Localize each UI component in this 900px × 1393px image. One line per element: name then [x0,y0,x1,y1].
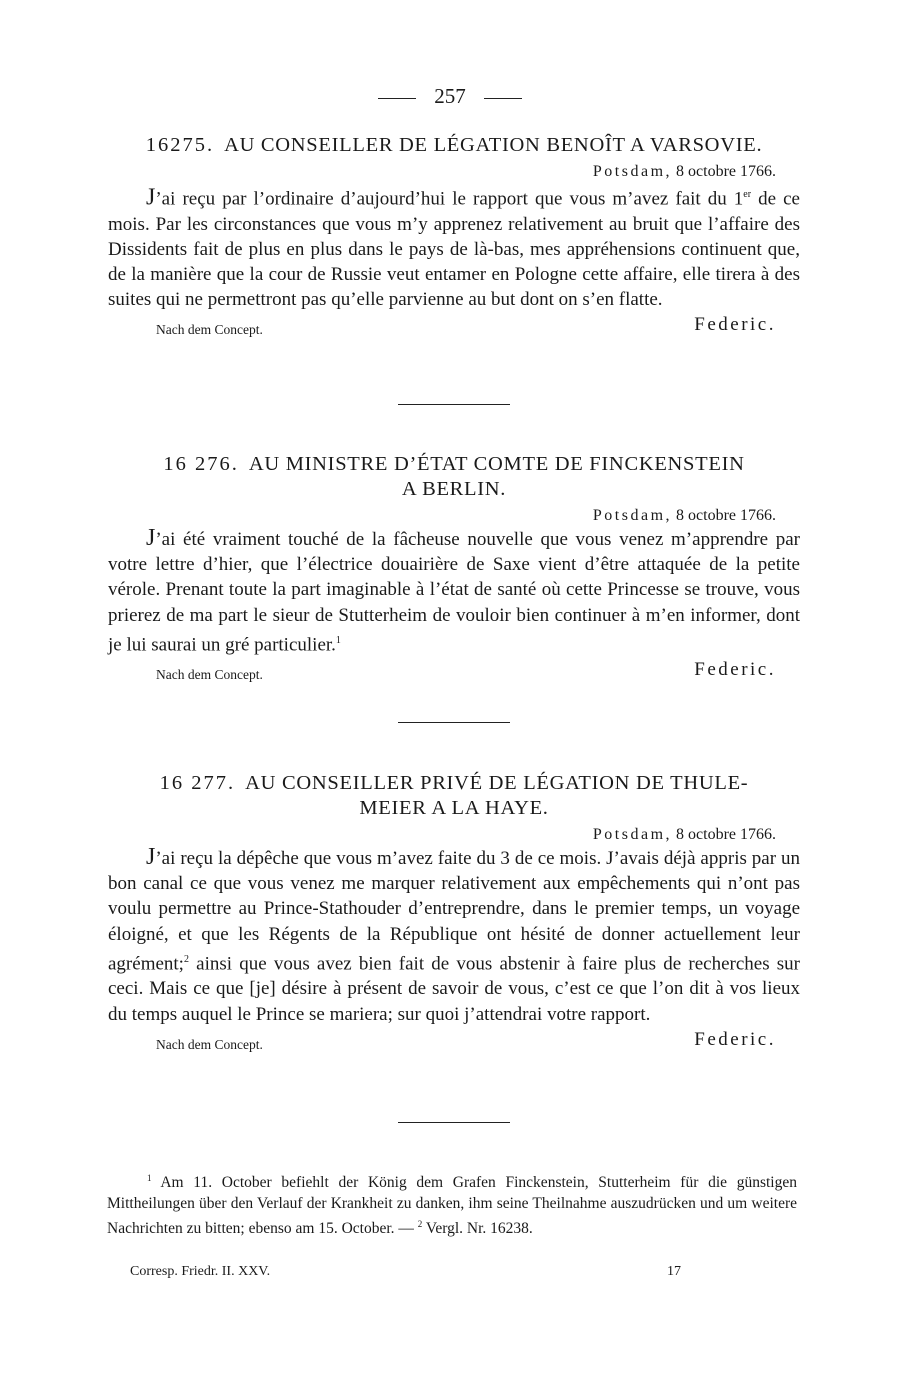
signoff [108,1029,800,1055]
letter-addressee-line2: MEIER A LA HAYE. [359,797,549,819]
letter-addressee: AU MINISTRE D’ÉTAT COMTE DE FINCKENSTEIN [248,453,745,475]
letter-body [108,182,800,312]
signoff [108,659,800,685]
dateline-date: 8 octobre 1766. [676,507,776,524]
signature: Federic. [694,314,776,336]
letter-text-continued: de ce mois. Par les circonstances que vous m’y apprenez relativement au bruit que l’affaire des Dissidents fait de plus en plus dans le pays de là-bas, mes appréhensions continuent que, de la manière que la cour de Russie veut entamer en Pologne cette affaire, elle tirera à des suites qui ne permettront pas qu’elle parvienne au but dont on s’en flatte. [108,188,800,311]
letter-addressee-line2: A BERLIN. [401,478,507,500]
header-rule-left [378,98,416,99]
source-note: Nach dem Concept. [156,1036,263,1052]
letter-16276 [108,452,800,685]
letter-number: 16275. [145,134,215,156]
footnote-mark-1: 1 [147,1173,152,1183]
section-divider [398,1122,510,1123]
footnotes [107,1168,797,1239]
letter-text-continued: ainsi que vous avez bien fait de vous abstenir à faire plus de recherches sur ceci. Mais ce que [je] désire à présent de savoir de vous, c’est ce que l’on dit à vos lieux du temps auquel le Prince se mariera; sur quoi j’attendrai votre rapport. [108,953,800,1025]
letter-body [108,526,800,657]
section-divider [398,722,510,723]
letter-heading [108,771,800,821]
letter-number: 16 277. [159,772,236,794]
source-note: Nach dem Concept. [156,322,263,338]
signoff [108,314,800,340]
letter-initial: J [146,525,156,551]
letter-heading [108,133,800,158]
series-title: Corresp. Friedr. II. XXV. [130,1264,271,1279]
letter-text: ’ai reçu la dépêche que vous m’avez faite du 3 de ce mois. J’avais déjà appris par un bon canal ce que vous venez me marquer relativement aux empêchements qui n’ont pas voulu permettre au Prince-Stathouder d’entreprendre, dans le premier temps, un voyage éloigné, et que les Régents de la République ont hésité de donner actuellement leur agrément; [108,848,800,975]
footnote-1: Am 11. October befiehlt der König dem Grafen Finckenstein, Stutterheim für die günstigen Mittheilungen über den Verlauf der Krankheit zu danken, ihm seine Theilnahme auszudrücken und um weitere Nachrichten zu bitten; ebenso am 15. October. — [107,1174,797,1238]
letter-heading [108,452,800,502]
signature: Federic. [694,659,776,681]
ordinal-superscript: er [743,189,752,200]
sheet-number: 17 [667,1264,681,1279]
footnote-ref: 2 [183,953,189,965]
letter-text: ’ai été vraiment touché de la fâcheuse nouvelle que vous venez m’apprendre par votre lettre d’hier, que l’électrice douairière de Saxe vient d’être attaquée de la petite vérole. Prenant toute la part imaginable à l’état de santé où cette Princesse se trouve, vous prierez de ma part le sieur de Stutterheim de vouloir bien continuer à m’en informer, dont je lui saurai un gré particulier. [108,529,800,656]
dateline-date: 8 octobre 1766. [676,826,776,843]
letter-number: 16 276. [163,453,239,475]
dateline-place: Potsdam, [592,163,673,180]
letter-text: ’ai reçu par l’ordinaire d’aujourd’hui le rapport que vous m’avez fait du 1 [155,188,744,210]
dateline-place: Potsdam, [592,507,673,524]
dateline-place: Potsdam, [592,826,673,843]
letter-16275 [108,133,800,340]
letter-addressee: AU CONSEILLER DE LÉGATION BENOÎT A VARSOVIE. [224,134,763,156]
letter-initial: J [146,184,156,211]
page-footer [130,1264,690,1280]
dateline [108,825,800,845]
section-divider [398,404,510,405]
footnote-mark-2: 2 [417,1219,423,1230]
footnote-2: Vergl. Nr. 16238. [422,1220,533,1238]
dateline [108,162,800,182]
signature: Federic. [694,1028,776,1050]
dateline [108,506,800,526]
letter-16277 [108,771,800,1055]
page-number: 257 [434,84,466,108]
page-header [0,84,900,109]
dateline-date: 8 octobre 1766. [676,163,776,180]
source-note: Nach dem Concept. [156,667,263,683]
footnote-ref: 1 [335,634,341,646]
header-rule-right [484,98,522,99]
letter-body [108,845,800,1027]
letter-addressee: AU CONSEILLER PRIVÉ DE LÉGATION DE THULE- [245,772,749,794]
letter-initial: J [146,844,156,870]
